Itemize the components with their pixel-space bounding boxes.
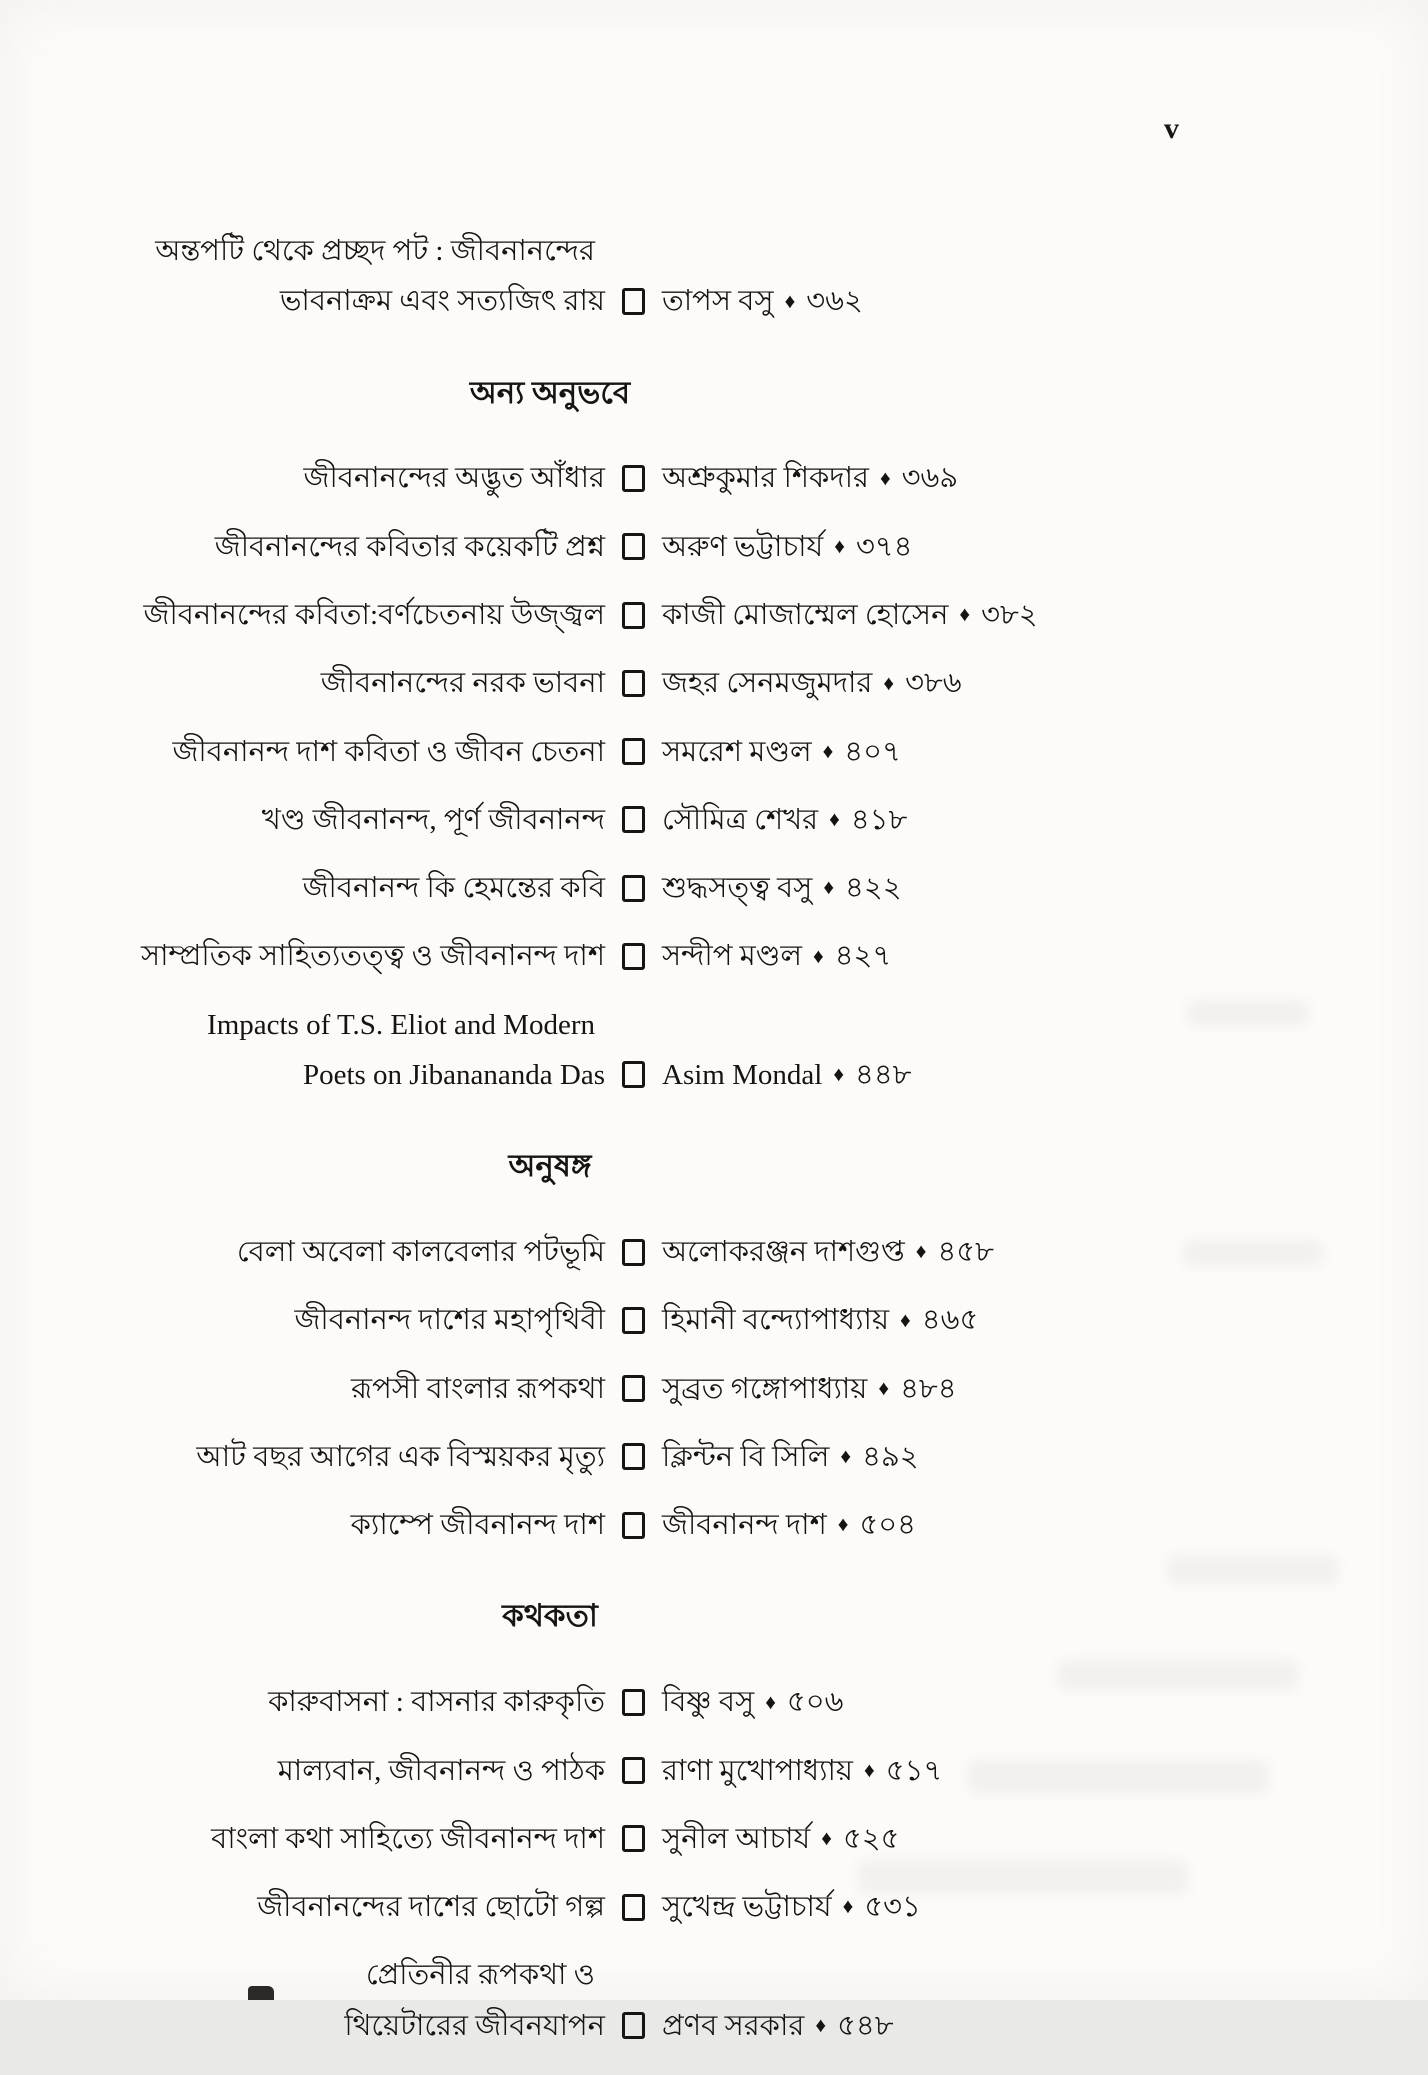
diamond-bullet-icon: ♦ xyxy=(815,2012,827,2037)
toc-entry xyxy=(135,459,1225,497)
box-separator-icon xyxy=(622,1689,645,1716)
toc-entry xyxy=(135,733,1225,771)
toc-entry xyxy=(135,1006,1225,1095)
entry-author: জহর সেনমজুমদার xyxy=(662,667,873,700)
page-number: v xyxy=(1164,112,1180,145)
toc-entry xyxy=(135,869,1225,907)
diamond-bullet-icon: ♦ xyxy=(959,602,971,627)
entry-title: জীবনানন্দের নরক ভাবনা xyxy=(320,667,605,700)
entry-title: ক্যাম্পে জীবনানন্দ দাশ xyxy=(350,1509,605,1542)
box-separator-icon xyxy=(622,1443,645,1470)
diamond-bullet-icon: ♦ xyxy=(864,1757,875,1782)
entry-title: বাংলা কথা সাহিত্যে জীবনানন্দ দাশ xyxy=(211,1822,605,1855)
entry-page-number: ৪০৭ xyxy=(844,735,901,768)
box-separator-icon xyxy=(622,806,645,833)
section-heading: কথকতা xyxy=(502,1598,598,1634)
section-heading: অনুষঙ্গ xyxy=(508,1148,592,1184)
entry-author: হিমানী বন্দ্যোপাধ্যায় xyxy=(662,1304,890,1337)
table-of-contents xyxy=(135,232,1225,2075)
entry-author: সুব্রত গঙ্গোপাধ্যায় xyxy=(662,1372,868,1405)
entry-title: থিয়েটারের জীবনযাপন xyxy=(344,2009,605,2042)
entry-title: জীবনানন্দের দাশের ছোটো গল্প xyxy=(257,1891,605,1924)
box-separator-icon xyxy=(622,1825,645,1852)
scan-artifact xyxy=(1183,1240,1323,1266)
entry-author: জীবনানন্দ দাশ xyxy=(662,1509,827,1542)
box-separator-icon xyxy=(622,1307,645,1334)
entry-title: খণ্ড জীবনানন্দ, পূর্ণ জীবনানন্দ xyxy=(261,803,605,836)
entry-page-number: ৩৬২ xyxy=(806,285,863,318)
diamond-bullet-icon: ♦ xyxy=(900,1307,911,1332)
toc-entry xyxy=(135,664,1225,702)
entry-author: কাজী মোজাম্মেল হোসেন xyxy=(662,598,949,631)
entry-title: রূপসী বাংলার রূপকথা xyxy=(350,1372,605,1405)
box-separator-icon xyxy=(622,738,645,765)
toc-entry xyxy=(135,1301,1225,1339)
entry-author: সুখেন্দ্র ভট্টাচার্য xyxy=(662,1891,832,1924)
entry-title: জীবনানন্দ দাশের মহাপৃথিবী xyxy=(294,1304,605,1337)
entry-title: ভাবনাক্রম এবং সত্যজিৎ রায় xyxy=(279,285,605,318)
entry-title: আট বছর আগের এক বিস্ময়কর মৃত্যু xyxy=(196,1440,605,1473)
diamond-bullet-icon: ♦ xyxy=(879,465,891,490)
scan-artifact xyxy=(248,1986,274,2000)
entry-page-number: ৪২৭ xyxy=(834,940,892,973)
diamond-bullet-icon: ♦ xyxy=(765,1689,776,1714)
entry-page-number: ৪৯২ xyxy=(862,1440,919,1473)
entry-title: Poets on Jibanananda Das xyxy=(302,1058,605,1091)
box-separator-icon xyxy=(622,2012,645,2039)
entry-author: অরুণ ভট্টাচার্য xyxy=(662,530,824,563)
entry-page-number: ৩৬৯ xyxy=(901,462,959,495)
toc-entry xyxy=(135,1438,1225,1476)
box-separator-icon xyxy=(622,602,645,629)
entry-author: সৌমিত্র শেখর xyxy=(662,803,819,836)
entry-page-number: ৫৩১ xyxy=(864,1891,921,1924)
section-heading: অন্য অনুভবে xyxy=(469,374,631,410)
diamond-bullet-icon: ♦ xyxy=(842,1894,854,1919)
box-separator-icon xyxy=(622,1894,645,1921)
entry-page-number: ৪২২ xyxy=(845,872,902,905)
entry-title-line1: প্রেতিনীর রূপকথা ও xyxy=(365,1959,595,1992)
scan-artifact xyxy=(1188,1000,1308,1026)
toc-entry xyxy=(135,1233,1225,1271)
entry-author: অশ্রুকুমার শিকদার xyxy=(662,462,869,495)
toc-entry xyxy=(135,232,1225,321)
box-separator-icon xyxy=(622,1757,645,1784)
entry-author: বিষ্ণু বসু xyxy=(662,1686,755,1719)
scan-artifact xyxy=(1058,1660,1298,1690)
diamond-bullet-icon: ♦ xyxy=(837,1512,849,1537)
scan-artifact xyxy=(1168,1555,1338,1585)
box-separator-icon xyxy=(622,533,645,560)
entry-page-number: ৩৮৬ xyxy=(905,667,962,700)
entry-page-number: ৩৮২ xyxy=(981,598,1038,631)
diamond-bullet-icon: ♦ xyxy=(833,1062,845,1087)
diamond-bullet-icon: ♦ xyxy=(812,943,824,968)
box-separator-icon xyxy=(622,465,645,492)
box-separator-icon xyxy=(622,943,645,970)
box-separator-icon xyxy=(622,1375,645,1402)
box-separator-icon xyxy=(622,1239,645,1266)
diamond-bullet-icon: ♦ xyxy=(823,875,835,900)
box-separator-icon xyxy=(622,1061,645,1088)
diamond-bullet-icon: ♦ xyxy=(878,1375,890,1400)
entry-title: জীবনানন্দ কি হেমন্তের কবি xyxy=(302,872,605,905)
entry-title: জীবনানন্দের অদ্ভুত আঁধার xyxy=(303,462,605,495)
box-separator-icon xyxy=(622,288,645,315)
entry-page-number: ৫০৪ xyxy=(859,1509,916,1542)
toc-entry xyxy=(135,1820,1225,1858)
entry-author: সুনীল আচার্য xyxy=(662,1822,811,1855)
entry-author: রাণা মুখোপাধ্যায় xyxy=(662,1754,854,1787)
entry-author: ক্লিন্টন বি সিলি xyxy=(662,1440,830,1473)
entry-page-number: ৫১৭ xyxy=(885,1754,943,1787)
entry-page-number: ৫০৬ xyxy=(786,1686,844,1719)
box-separator-icon xyxy=(622,1512,645,1539)
entry-author: সন্দীপ মণ্ডল xyxy=(662,940,802,973)
toc-entry xyxy=(135,528,1225,566)
entry-page-number: ৫৪৮ xyxy=(837,2009,894,2042)
entry-title: সাম্প্রতিক সাহিত্যতত্ত্ব ও জীবনানন্দ দাশ xyxy=(140,940,605,973)
box-separator-icon xyxy=(622,875,645,902)
entry-author: শুদ্ধসত্ত্ব বসু xyxy=(662,872,813,905)
entry-title-line1: Impacts of T.S. Eliot and Modern xyxy=(207,1008,595,1041)
entry-title: মাল্যবান, জীবনানন্দ ও পাঠক xyxy=(277,1754,605,1787)
entry-title: জীবনানন্দের কবিতা:বর্ণচেতনায় উজ্জ্বল xyxy=(143,598,605,631)
entry-title: কারুবাসনা : বাসনার কারুকৃতি xyxy=(268,1686,605,1719)
diamond-bullet-icon: ♦ xyxy=(822,738,834,763)
diamond-bullet-icon: ♦ xyxy=(840,1444,852,1469)
diamond-bullet-icon: ♦ xyxy=(821,1826,832,1851)
diamond-bullet-icon: ♦ xyxy=(829,807,840,832)
entry-author: প্রণব সরকার xyxy=(662,2009,805,2042)
box-separator-icon xyxy=(622,670,645,697)
entry-title: জীবনানন্দ দাশ কবিতা ও জীবন চেতনা xyxy=(172,735,605,768)
toc-entry xyxy=(135,1956,1225,2045)
toc-entry xyxy=(135,1506,1225,1544)
toc-entry xyxy=(135,1370,1225,1408)
entry-title-line1: অন্তপটি থেকে প্রচ্ছদ পট : জীবনানন্দের xyxy=(155,235,595,267)
toc-entry xyxy=(135,801,1225,839)
entry-page-number: ৩৭৪ xyxy=(855,530,913,563)
diamond-bullet-icon: ♦ xyxy=(915,1239,927,1264)
entry-page-number: ৪৬৫ xyxy=(921,1304,979,1337)
toc-entry xyxy=(135,937,1225,975)
entry-author: অলোকরঞ্জন দাশগুপ্ত xyxy=(662,1236,905,1268)
entry-author: তাপস বসু xyxy=(662,285,774,318)
diamond-bullet-icon: ♦ xyxy=(834,533,845,558)
entry-author: Asim Mondal xyxy=(662,1058,823,1091)
entry-title: জীবনানন্দের কবিতার কয়েকটি প্রশ্ন xyxy=(214,530,605,563)
scan-artifact xyxy=(858,1860,1188,1894)
entry-page-number: ৪৮৪ xyxy=(900,1372,957,1405)
entry-page-number: ৪৫৮ xyxy=(937,1236,994,1268)
entry-page-number: ৪১৮ xyxy=(850,803,908,836)
entry-author: সমরেশ মণ্ডল xyxy=(662,735,812,768)
entry-page-number: ৫২৫ xyxy=(842,1822,900,1855)
entry-page-number: ৪৪৮ xyxy=(855,1058,912,1091)
scan-artifact xyxy=(968,1760,1268,1794)
toc-entry xyxy=(135,596,1225,634)
diamond-bullet-icon: ♦ xyxy=(883,670,895,695)
diamond-bullet-icon: ♦ xyxy=(784,288,796,313)
entry-title: বেলা অবেলা কালবেলার পটভূমি xyxy=(236,1236,605,1268)
